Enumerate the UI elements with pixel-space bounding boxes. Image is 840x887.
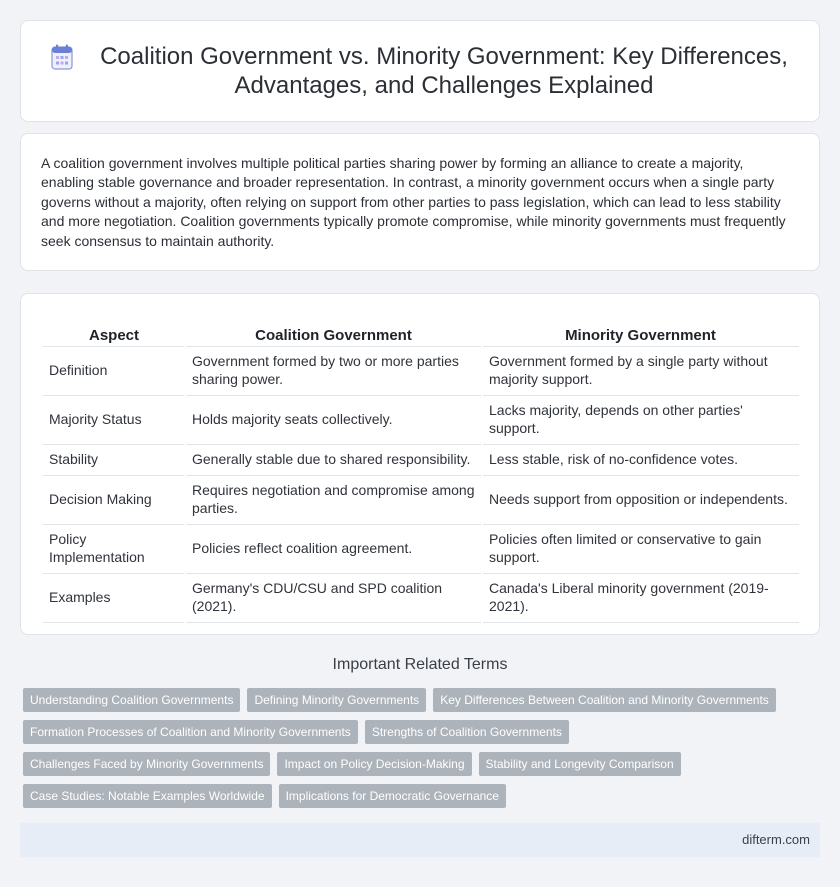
tag-strengths-coalition[interactable]: Strengths of Coalition Governments	[365, 720, 569, 744]
aspect-cell: Examples	[43, 573, 185, 622]
document-icon	[51, 44, 73, 70]
tag-impact-policy[interactable]: Impact on Policy Decision-Making	[277, 752, 471, 776]
comparison-table	[43, 314, 799, 623]
tag-row	[23, 720, 813, 744]
aspect-cell: Decision Making	[43, 475, 185, 524]
tag-stability-longevity[interactable]: Stability and Longevity Comparison	[479, 752, 681, 776]
table-row	[43, 444, 799, 475]
header-minority: Minority Government	[482, 314, 799, 346]
aspect-cell: Majority Status	[43, 395, 185, 444]
tag-case-studies[interactable]: Case Studies: Notable Examples Worldwide	[23, 784, 272, 808]
aspect-cell: Stability	[43, 444, 185, 475]
coalition-cell: Requires negotiation and compromise among parties.	[185, 475, 482, 524]
header-coalition: Coalition Government	[185, 314, 482, 346]
tag-row	[23, 784, 813, 808]
table-row	[43, 524, 799, 573]
intro-card	[20, 133, 820, 271]
tag-challenges-minority[interactable]: Challenges Faced by Minority Governments	[23, 752, 270, 776]
tag-row	[23, 752, 813, 776]
footer	[20, 823, 820, 857]
minority-cell: Government formed by a single party without majority support.	[482, 346, 799, 395]
tag-formation-processes[interactable]: Formation Processes of Coalition and Minority Governments	[23, 720, 358, 744]
minority-cell: Needs support from opposition or independents.	[482, 475, 799, 524]
coalition-cell: Generally stable due to shared responsibility.	[185, 444, 482, 475]
coalition-cell: Holds majority seats collectively.	[185, 395, 482, 444]
tag-key-differences[interactable]: Key Differences Between Coalition and Minority Governments	[433, 688, 776, 712]
coalition-cell: Germany's CDU/CSU and SPD coalition (2021).	[185, 573, 482, 622]
tag-row	[23, 688, 813, 712]
aspect-cell: Definition	[43, 346, 185, 395]
comparison-card	[20, 293, 820, 635]
tag-understanding-coalition[interactable]: Understanding Coalition Governments	[23, 688, 240, 712]
header-card	[20, 20, 820, 122]
tag-defining-minority[interactable]: Defining Minority Governments	[247, 688, 426, 712]
header-aspect: Aspect	[43, 314, 185, 346]
minority-cell: Policies often limited or conservative to gain support.	[482, 524, 799, 573]
page-title: Coalition Government vs. Minority Government: Key Differences, Advantages, and Challenges Explained	[100, 43, 788, 99]
coalition-cell: Policies reflect coalition agreement.	[185, 524, 482, 573]
minority-cell: Lacks majority, depends on other parties' support.	[482, 395, 799, 444]
related-terms-tags	[23, 688, 813, 816]
table-row	[43, 395, 799, 444]
table-row	[43, 346, 799, 395]
table-header-row	[43, 314, 799, 346]
tag-implications-democratic[interactable]: Implications for Democratic Governance	[279, 784, 506, 808]
footer-site-link[interactable]: difterm.com	[742, 832, 810, 847]
intro-paragraph: A coalition government involves multiple political parties sharing power by forming an alliance to create a majority, enabling stable governance and broader representation. In contrast, a minority government occurs when a single party governs without a majority, often relying on support from other parties to pass legislation, which can lead to less stability and more negotiation. Coalition governments typically promote compromise, while minority governments must frequently seek consensus to maintain authority.	[41, 155, 786, 249]
coalition-cell: Government formed by two or more parties sharing power.	[185, 346, 482, 395]
table-row	[43, 573, 799, 622]
minority-cell: Less stable, risk of no-confidence votes.	[482, 444, 799, 475]
aspect-cell: Policy Implementation	[43, 524, 185, 573]
minority-cell: Canada's Liberal minority government (2019-2021).	[482, 573, 799, 622]
related-terms-title: Important Related Terms	[332, 656, 508, 673]
table-row	[43, 475, 799, 524]
